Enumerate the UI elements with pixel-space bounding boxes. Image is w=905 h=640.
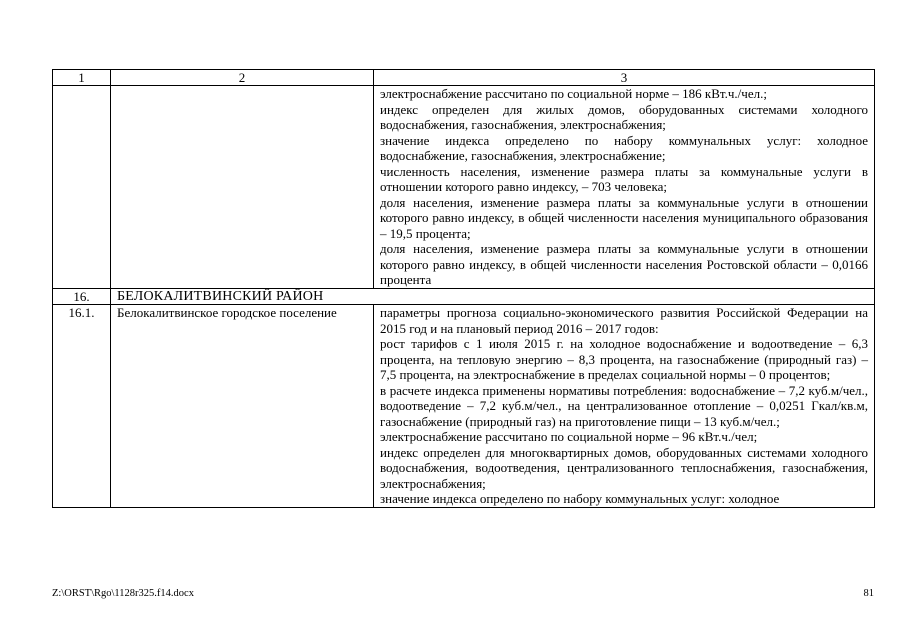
detail-paragraph: значение индекса определено по набору коммунальных услуг: холодное водоснабжение, газоснабжения, электроснабжение; bbox=[380, 132, 868, 163]
detail-paragraph: в расчете индекса применены нормативы потребления: водоснабжение – 7,2 куб.м/чел., водоотведение – 7,2 куб.м/чел., на централизованное отопление – 0,0251 Гкал/кв.м, газоснабжение (природный газ) на приготовление пищи – 13 куб.м/чел.; bbox=[380, 382, 868, 429]
region-row bbox=[53, 288, 875, 305]
detail-paragraph: электроснабжение рассчитано по социальной норме – 96 кВт.ч./чел; bbox=[380, 429, 758, 444]
footer-page-number: 81 bbox=[863, 588, 874, 599]
row-number-cell bbox=[53, 86, 111, 289]
detail-paragraph: индекс определен для многоквартирных домов, оборудованных системами холодного водоснабжения, водоотведения, централизованного теплоснабжения, газоснабжения, электроснабжения; bbox=[380, 444, 868, 491]
settlement-row bbox=[53, 305, 875, 508]
detail-paragraph: параметры прогноза социально-экономического развития Российской Федерации на 2015 год и на плановый период 2016 – 2017 годов: bbox=[380, 305, 868, 336]
settlement-name: Белокалитвинское городское поселение bbox=[111, 305, 374, 508]
footer-file-path: Z:\ORST\Rgo\1128r325.f14.docx bbox=[52, 588, 194, 599]
continuation-row bbox=[53, 86, 875, 289]
tariff-index-table bbox=[52, 69, 875, 508]
detail-paragraph: индекс определен для жилых домов, оборудованных системами холодного водоснабжения, газоснабжения, электроснабжения; bbox=[380, 101, 868, 132]
detail-paragraph: доля населения, изменение размера платы за коммунальные услуги в отношении которого равно индексу, в общей численности населения муниципального образования – 19,5 процента; bbox=[380, 194, 868, 241]
settlement-number: 16.1. bbox=[53, 305, 111, 508]
settlement-details-cell bbox=[374, 305, 875, 508]
detail-paragraph: доля населения, изменение размера платы за коммунальные услуги в отношении которого равно индексу, в общей численности населения Ростовской области – 0,0166 процента bbox=[380, 241, 868, 287]
row-name-cell bbox=[111, 86, 374, 289]
detail-paragraph: электроснабжение рассчитано по социальной норме – 186 кВт.ч./чел.; bbox=[380, 86, 767, 101]
table-header-row bbox=[53, 70, 875, 86]
detail-paragraph: значение индекса определено по набору коммунальных услуг: холодное bbox=[380, 491, 780, 506]
detail-paragraph: рост тарифов с 1 июля 2015 г. на холодное водоснабжение и водоотведение – 6,3 процента, на тепловую энергию – 8,3 процента, на газоснабжение (природный газ) – 7,5 процента, на электроснабжение в пределах социальной нормы – 0 процентов; bbox=[380, 336, 868, 382]
region-name: БЕЛОКАЛИТВИНСКИЙ РАЙОН bbox=[111, 288, 875, 305]
header-cell-2: 2 bbox=[111, 70, 374, 86]
header-cell-3: 3 bbox=[374, 70, 875, 86]
row-details-cell bbox=[374, 86, 875, 289]
header-cell-1: 1 bbox=[53, 70, 111, 86]
region-number: 16. bbox=[53, 288, 111, 305]
detail-paragraph: численность населения, изменение размера платы за коммунальные услуги в отношении которого равно индексу, – 703 человека; bbox=[380, 163, 868, 194]
